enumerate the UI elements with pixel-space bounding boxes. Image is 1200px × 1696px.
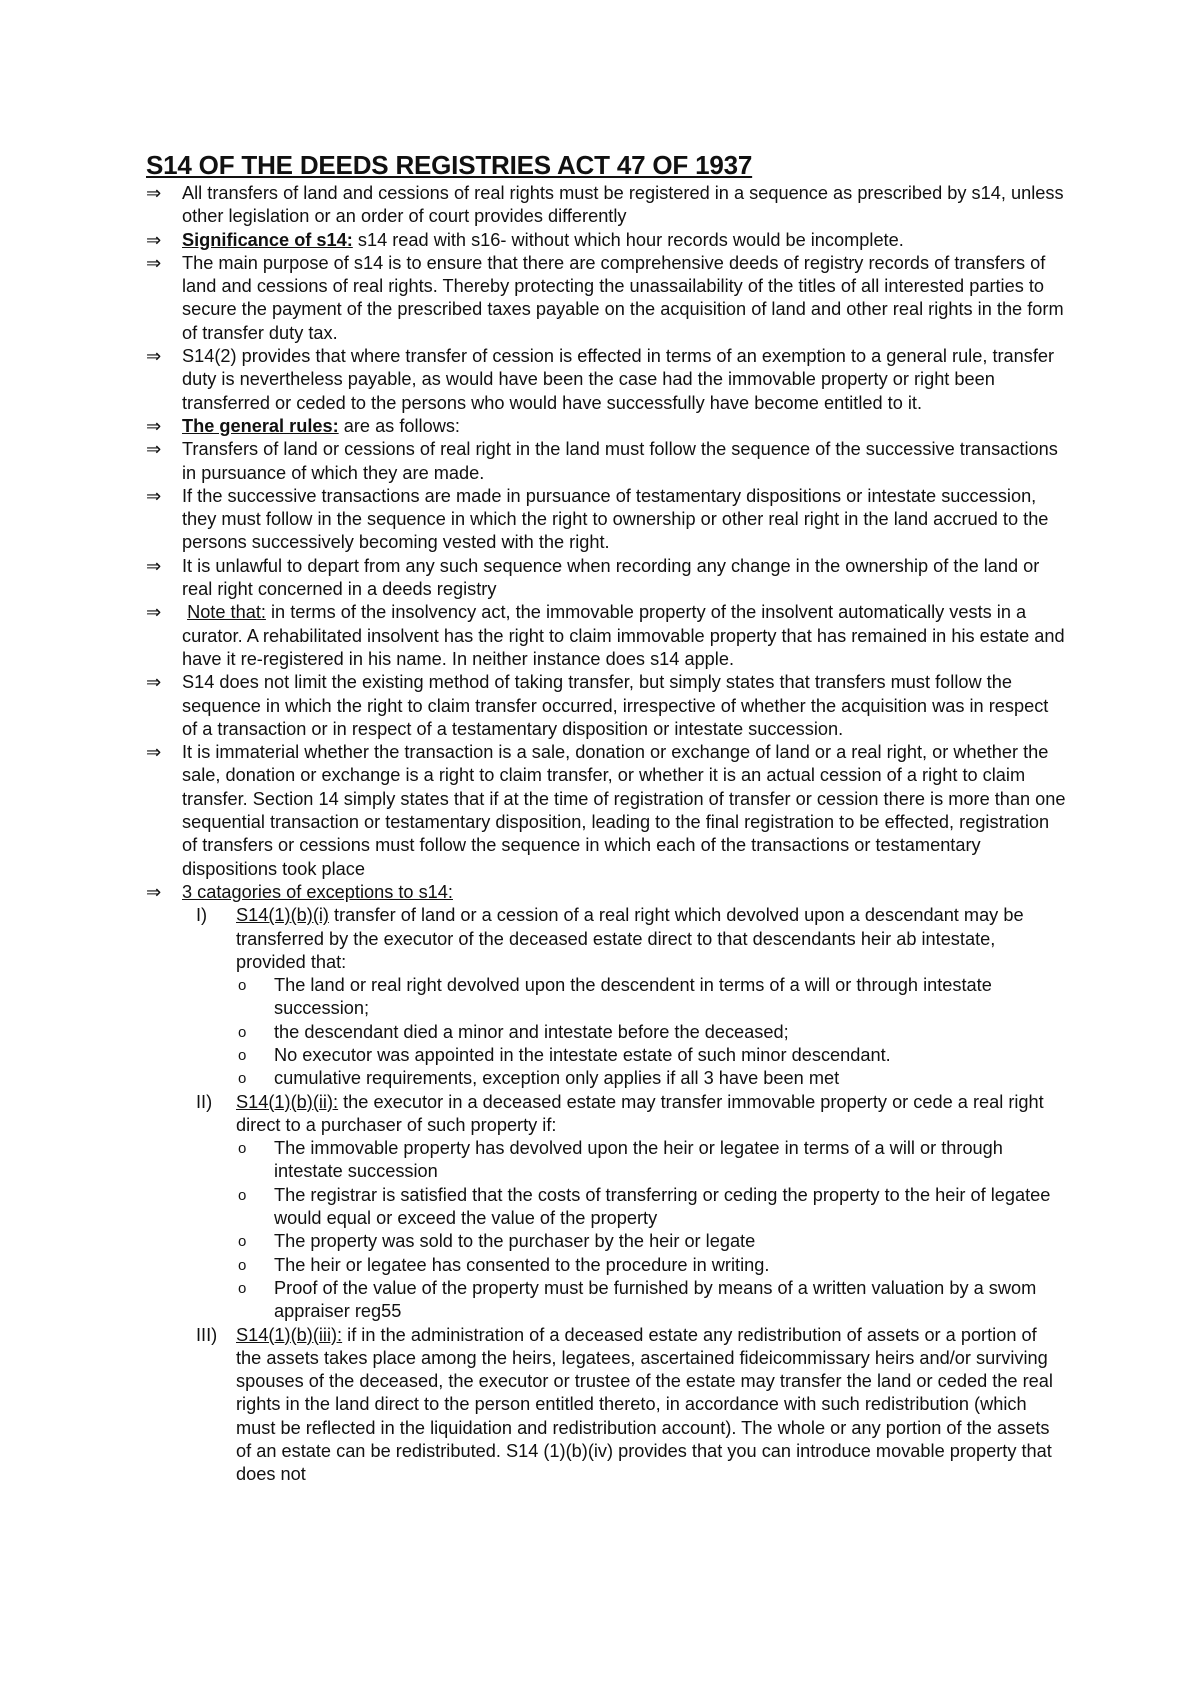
item-text: The main purpose of s14 is to ensure that there are comprehensive deeds of registry records of transfers of land and cessions of real rights. Thereby protecting the unassailability of the titles of all interested parties to secure the payment of the prescribed taxes payable on the acquisition of land and other real rights in the form of transfer duty tax. [182, 252, 1064, 343]
list-item [146, 555, 1066, 602]
item-text: All transfers of land and cessions of real rights must be registered in a sequence as prescribed by s14, unless other legislation or an order of court provides differently [182, 183, 1064, 227]
document-title: S14 OF THE DEEDS REGISTRIES ACT 47 OF 1937 [146, 150, 753, 180]
exception-item [146, 1091, 1066, 1138]
bullet-icon: o [238, 1279, 247, 1297]
bullet-point [146, 1067, 1066, 1090]
bullet-text: The registrar is satisfied that the costs of transferring or ceding the property to the heir of legatee would equal or exceed the value of the property [274, 1184, 1051, 1229]
bullet-point [146, 1277, 1066, 1324]
bullet-text: The immovable property has devolved upon the heir or legatee in terms of a will or through intestate succession [274, 1138, 1003, 1182]
roman-numeral: II) [196, 1091, 213, 1112]
bullet-icon: o [238, 1023, 247, 1041]
arrow-icon: ⇒ [146, 742, 162, 763]
exception-text: the executor in a deceased estate may transfer immovable property or cede a real right direct to a purchaser of such property if: [236, 1091, 1044, 1135]
item-text: It is immaterial whether the transaction is a sale, donation or exchange of land or a real right, or whether the sale, donation or exchange is a right to claim transfer, or whether it is an actual cession of a right to claim transfer. Section 14 simply states that if at the time of registration of transfer or cession there is more than one sequential transaction or testamentary disposition, leading to the final registration to be effected, registration of transfers or cessions must follow the sequence in which each of the transactions or testamentary dispositions took place [182, 742, 1066, 879]
list-item [146, 182, 1066, 229]
document-page [146, 148, 1066, 1487]
exception-item [146, 1324, 1066, 1487]
list-item [146, 741, 1066, 881]
arrow-icon: ⇒ [146, 229, 162, 250]
bullet-point [146, 1021, 1066, 1044]
list-item [146, 438, 1066, 485]
bullet-icon: o [238, 1070, 247, 1088]
bullet-point [146, 1044, 1066, 1067]
rules-list [146, 182, 1066, 1487]
arrow-icon: ⇒ [146, 881, 162, 902]
exception-text: transfer of land or a cession of a real right which devolved upon a descendant may be transferred by the executor of the deceased estate direct to that descendants heir ab intestate, provided that: [236, 905, 1024, 972]
bullet-text: cumulative requirements, exception only applies if all 3 have been met [274, 1068, 840, 1089]
bullet-point [146, 1230, 1066, 1253]
exception-ref: S14(1)(b)(i) [236, 905, 329, 926]
bullet-point [146, 1184, 1066, 1231]
item-text: S14 does not limit the existing method of taking transfer, but simply states that transfers must follow the sequence in which the right to claim transfer occurred, irrespective of whether the acquisition was in respect of a transaction or in respect of a testamentary disposition or intestate succession. [182, 672, 1049, 739]
bullet-point [146, 974, 1066, 1021]
arrow-icon: ⇒ [146, 672, 162, 693]
bullet-text: The land or real right devolved upon the descendent in terms of a will or through intestate succession; [274, 975, 992, 1019]
bullet-text: No executor was appointed in the intestate estate of such minor descendant. [274, 1044, 891, 1065]
list-item [146, 881, 1066, 904]
arrow-icon: ⇒ [146, 252, 162, 273]
bullet-text: The property was sold to the purchaser by the heir or legate [274, 1231, 756, 1252]
item-text: s14 read with s16- without which hour records would be incomplete. [352, 229, 904, 250]
item-text: in terms of the insolvency act, the immovable property of the insolvent automatically vests in a curator. A rehabilitated insolvent has the right to claim immovable property that has remained in his estate and have it re-registered in his name. In neither instance does s14 apple. [182, 602, 1065, 669]
exception-item [146, 904, 1066, 974]
item-label: Significance of s14: [182, 229, 353, 250]
list-item [146, 252, 1066, 345]
arrow-icon: ⇒ [146, 485, 162, 506]
exception-ref: S14(1)(b)(ii): [236, 1091, 339, 1112]
bullet-icon: o [238, 1186, 247, 1204]
bullet-text: the descendant died a minor and intestate before the deceased; [274, 1021, 789, 1042]
item-text: are as follows: [338, 415, 460, 436]
bullet-icon: o [238, 977, 247, 995]
list-item [146, 345, 1066, 415]
bullet-icon: o [238, 1140, 247, 1158]
bullet-point [146, 1254, 1066, 1277]
item-text: Transfers of land or cessions of real right in the land must follow the sequence of the successive transactions in pursuance of which they are made. [182, 439, 1058, 483]
item-label: The general rules: [182, 415, 339, 436]
list-item [146, 671, 1066, 741]
list-item [146, 485, 1066, 555]
exceptions-heading: 3 catagories of exceptions to s14: [182, 881, 453, 902]
list-item [146, 601, 1066, 671]
list-item [146, 415, 1066, 438]
note-label: Note that: [187, 602, 266, 623]
exception-ref: S14(1)(b)(iii): [236, 1324, 343, 1345]
roman-numeral: III) [196, 1324, 218, 1345]
bullet-icon: o [238, 1256, 247, 1274]
arrow-icon: ⇒ [146, 415, 162, 436]
bullet-icon: o [238, 1046, 247, 1064]
bullet-point [146, 1137, 1066, 1184]
roman-numeral: I) [196, 905, 208, 926]
item-text: If the successive transactions are made in pursuance of testamentary dispositions or intestate succession, they must follow in the sequence in which the right to ownership or other real right in the land accrued to the persons successively becoming vested with the right. [182, 485, 1049, 553]
item-text: S14(2) provides that where transfer of cession is effected in terms of an exemption to a general rule, transfer duty is nevertheless payable, as would have been the case had the immovable property or right been transferred or ceded to the persons who would have successfully have become entitled to it. [182, 346, 1055, 413]
bullet-icon: o [238, 1233, 247, 1251]
arrow-icon: ⇒ [146, 555, 162, 576]
arrow-icon: ⇒ [146, 183, 162, 203]
item-text: It is unlawful to depart from any such sequence when recording any change in the ownership of the land or real right concerned in a deeds registry [182, 555, 1040, 600]
arrow-icon: ⇒ [146, 346, 162, 367]
bullet-text: Proof of the value of the property must be furnished by means of a written valuation by a swom appraiser reg55 [274, 1277, 1037, 1322]
list-item [146, 229, 1066, 252]
arrow-icon: ⇒ [146, 439, 162, 460]
bullet-text: The heir or legatee has consented to the procedure in writing. [274, 1254, 770, 1275]
exception-text: if in the administration of a deceased estate any redistribution of assets or a portion of the assets takes place among the heirs, legatees, ascertained fideicommissary heirs and/or surviving spouses of the deceased, the executor or trustee of the estate may transfer the land or ceded the real rights in the land direct to the person entitled thereto, in accordance with such redistribution (which must be reflected in the liquidation and redistribution account). The whole or any portion of the assets of an estate can be redistributed. S14 (1)(b)(iv) provides that you can introduce movable property that does not [236, 1324, 1053, 1485]
arrow-icon: ⇒ [146, 602, 162, 623]
